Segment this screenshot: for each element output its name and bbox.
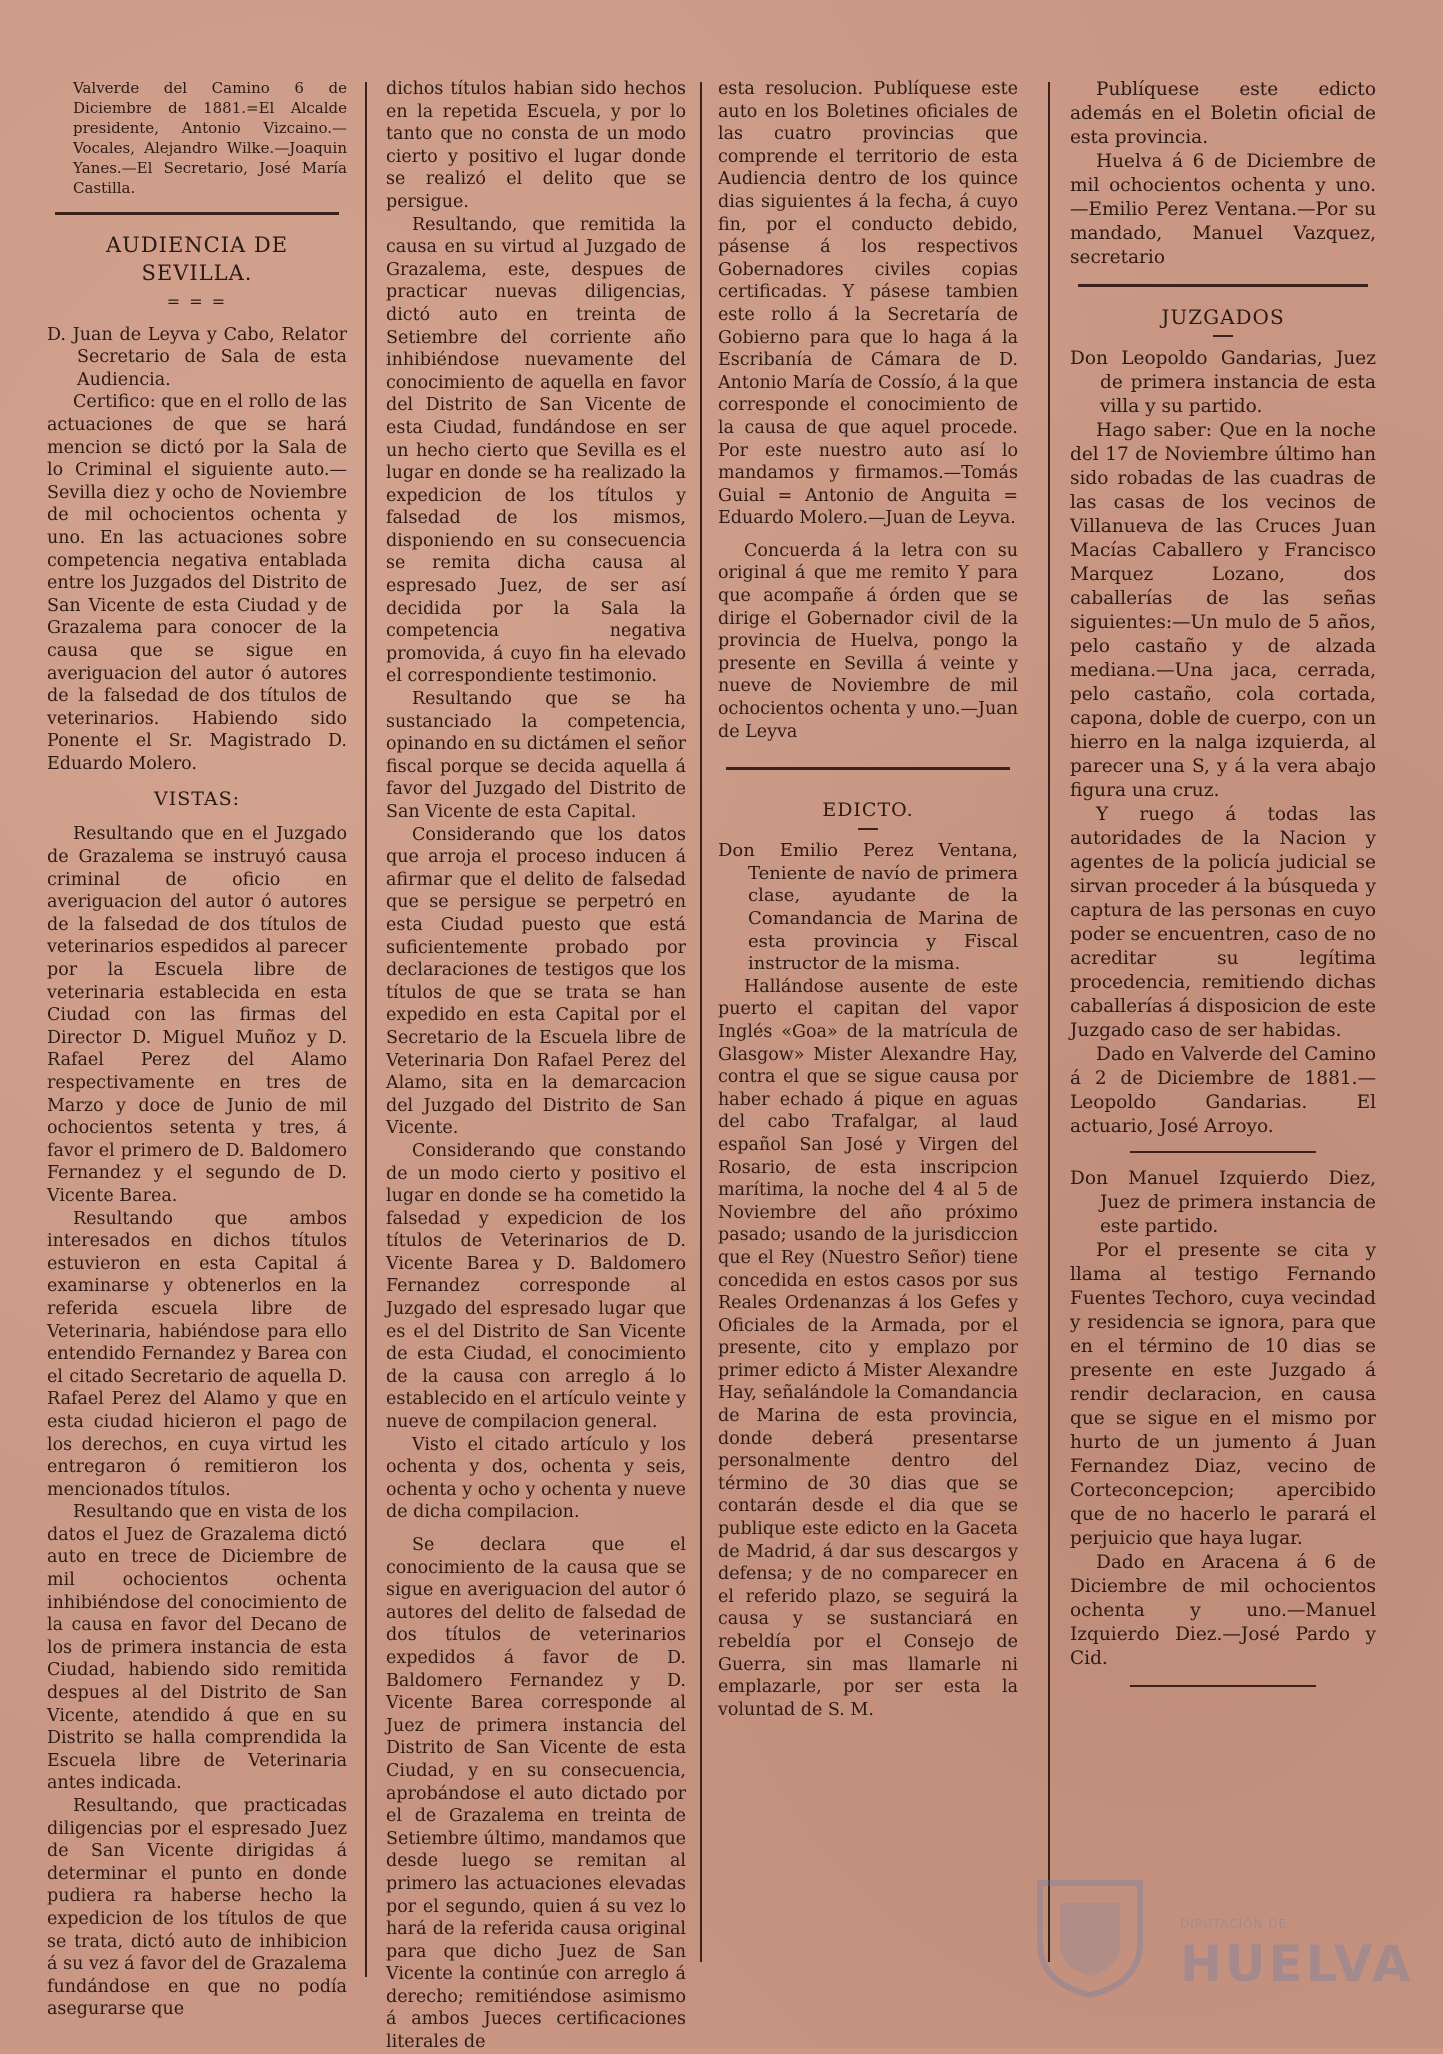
archive-watermark: [1030, 1865, 1414, 2005]
paragraph: Y ruego á todas las autoridades de la Nacion y agentes de la policía judicial se sirvan proceder á la búsqueda y captura de las personas en cuyo poder se encuentren, caso de no acreditar su legítima procedencia, remitiendo dichas caballerías á disposicion de este Juzgado caso de ser habidas.: [1070, 804, 1376, 1041]
paragraph: dichos títulos habian sido hechos en la repetida Escuela, y por lo tanto que no consta de un modo cierto y positivo el lugar donde se realizó el delito que se persigue.: [386, 79, 686, 212]
shield-crest-icon: [1030, 1873, 1150, 1998]
paragraph: Por el presente se cita y llama al testigo Fernando Fuentes Techoro, cuya vecindad y residencia se ignora, para que en el término de 10 dias se presente en este Juzgado á rendir declaracion, en causa que se sigue en el mismo por hurto de un jumento á Juan Fernandez Diaz, vecino de Corteconcepcion; apercibido que de no hacerlo le parará el perjuicio que haya lugar.: [1070, 1240, 1376, 1549]
paragraph: esta resolucion. Publíquese este auto en los Boletines oficiales de las cuatro provincias que comprende el territorio de esta Audiencia dentro de los quince dias siguientes á la fecha, á cuyo fin, por el conducto debido, pásense á los respectivos Gobernadores civiles copias certificadas. Y pásese tambien este rollo á la Secretaría de Gobierno para que lo haga á la Escribanía de Cámara de D. Antonio María de Cossío, á la que corresponde el conocimiento de la causa de que aquel procede. Por este nuestro auto así lo mandamos y firmamos.—Tomás Guial = Antonio de Anguita = Eduardo Molero.—Juan de Leyva.: [718, 79, 1018, 529]
section-divider: [55, 212, 339, 215]
column-2: [386, 78, 686, 2054]
paragraph: Considerando que constando de un modo cierto y positivo el lugar en donde se ha cometido la falsedad y expedicion de los títulos de Veterinarios de D. Vicente Barea y D. Baldomero Fernandez corresponde al Juzgado del espresado lugar que es el del Distrito de San Vicente de esta Ciudad, el conocimiento de la causa con arreglo á lo establecido en el artículo veinte y nueve de compilacion general.: [386, 1140, 686, 1433]
paragraph: Resultando que en vista de los datos el Juez de Grazalema dictó auto en trece de Diciembre de mil ochocientos ochenta inhibiéndose del conocimiento de la causa en favor del Decano de los de primera instancia de esta Ciudad, habiendo sido remitida despues al del Distrito de San Vicente, atendido á que en su Distrito se halla comprendida la Escuela libre de Veterinaria antes indicada.: [47, 1502, 347, 1794]
signature-block: Valverde del Camino 6 de Diciembre de 1881.=El Alcalde presidente, Antonio Vizcaino.—Vocales, Alejandro Wilke.—Joaquin Yanes.—El Secretario, José María Castilla.: [73, 79, 347, 197]
paragraph: Dado en Aracena á 6 de Diciembre de mil ochocientos ochenta y uno.—Manuel Izquierdo Diez.—José Pardo y Cid.: [1070, 1552, 1376, 1669]
section-heading: AUDIENCIA DE SEVILLA.: [105, 233, 289, 285]
paragraph: Se declara que el conocimiento de la causa que se sigue en averiguacion del autor ó autores del delito de falsedad de dos títulos de veterinarios expedidos á favor de D. Baldomero Fernandez y D. Vicente Barea corresponde al Juez de primera instancia del Distrito de San Vicente de esta Ciudad, y en su consecuencia, aprobándose el auto dictado por el de Grazalema en treinta de Setiembre último, mandamos que desde luego se remitan al primero las actuaciones elevadas por el segundo, quien á su vez lo hará de la referida causa original para que dicho Juez de San Vicente la continúe con arreglo á derecho; remitiéndose asimismo á ambos Jueces certificaciones literales de: [386, 1535, 686, 2053]
column-rule: [700, 82, 702, 1962]
column-rule: [1048, 82, 1050, 1962]
paragraph: Visto el citado artículo y los ochenta y dos, ochenta y seis, ochenta y ocho y ochenta y nueve de dicha compilacion.: [386, 1434, 686, 1523]
paragraph: Resultando que ambos interesados en dichos títulos estuvieron en esta Capital á examinarse y obtenerlos en la referida escuela libre de Veterinaria, habiéndose para ello entendido Fernandez y Barea con el citado Secretario de aquella D. Rafael Perez del Alamo y que en esta ciudad hicieron el pago de los derechos, en cuya virtud les entregaron ó remitieron los mencionados títulos.: [47, 1208, 347, 1500]
paragraph: Huelva á 6 de Diciembre de mil ochocientos ochenta y uno.—Emilio Perez Ventana.—Por su mandado, Manuel Vazquez, secretario: [1070, 151, 1376, 268]
paragraph: Dado en Valverde del Camino á 2 de Diciembre de 1881.—Leopoldo Gandarias. El actuario, José Arroyo.: [1070, 1044, 1376, 1137]
official-intro: Don Emilio Perez Ventana, Teniente de navío de primera clase, ayudante de la Comandancia de Marina de esta provincia y Fiscal instructor de la misma.: [718, 840, 1018, 975]
paragraph: Considerando que los datos que arroja el proceso inducen á afirmar que el delito de falsedad que se persigue se perpetró en esta Ciudad puesto que está suficientemente probado por declaraciones de testigos que los títulos de que se trata se han expedido en esta Capital por el Secretario de la Escuela libre de Veterinaria Don Rafael Perez del Alamo, sita en la demarcacion del Juzgado del Distrito de San Vicente.: [386, 824, 686, 1139]
column-3: [718, 78, 1018, 1721]
paragraph: Certifico: que en el rollo de las actuaciones de que se hará mencion se dictó por la Sala de lo Criminal el siguiente auto.—Sevilla diez y ocho de Noviembre de mil ochocientos ochenta y uno. En las actuaciones sobre competencia negativa entablada entre los Juzgados del Distrito de San Vicente de esta Ciudad y de Grazalema para conocer de la causa que se sigue en averiguacion del autor ó autores de la falsedad de dos títulos de veterinarios. Habiendo sido Ponente el Sr. Magistrado D. Eduardo Molero.: [47, 392, 347, 774]
section-divider: [1130, 1685, 1316, 1687]
official-intro: Don Manuel Izquierdo Diez, Juez de primera instancia de este partido.: [1070, 1168, 1376, 1237]
heading-dash: [858, 828, 878, 830]
official-intro: D. Juan de Leyva y Cabo, Relator Secretario de Sala de esta Audiencia.: [47, 324, 347, 390]
paragraph: Resultando que en el Juzgado de Grazalema se instruyó causa criminal de oficio en averiguacion del autor ó autores de la falsedad de dos títulos de veterinarios espedidos al parecer por la Escuela libre de veterinaria establecida en esta Ciudad con las firmas del Director D. Miguel Muñoz y D. Rafael Perez del Alamo respectivamente en tres de Marzo y doce de Junio de mil ochocientos setenta y tres, á favor el primero de D. Baldomero Fernandez y el segundo de D. Vicente Barea.: [47, 824, 347, 1206]
subheading: VISTAS:: [153, 788, 240, 811]
paragraph: Resultando, que remitida la causa en su virtud al Juzgado de Grazalema, este, despues de practicar nuevas diligencias, dictó auto en treinta de Setiembre del corriente año inhibiéndose nuevamente del conocimiento de aquella en favor del Distrito de San Vicente de esta Ciudad, fundándose en ser un hecho cierto que Sevilla es el lugar en donde se ha realizado la expedicion de los títulos y falsedad de los mismos, disponiendo en su consecuencia se remita dicha causa al espresado Juez, de ser así decidida por la Sala la competencia negativa promovida, á cuyo fin ha elevado el correspondiente testimonio.: [386, 214, 686, 687]
paragraph: Hago saber: Que en la noche del 17 de Noviembre último han sido robadas de las cuadras de las casas de los vecinos de Villanueva de las Cruces Juan Macías Caballero y Francisco Marquez Lozano, dos caballerías de las señas siguientes:—Un mulo de 5 años, pelo castaño y de alzada mediana.—Una jaca, cerrada, pelo castaño, cola cortada, capona, doble de cuerpo, con un hierro en la nalga izquierda, al parecer una S, y á la vera abajo figura una cruz.: [1070, 420, 1376, 801]
paragraph: Hallándose ausente de este puerto el capitan del vapor Inglés «Goa» de la matrícula de Glasgow» Mister Alexandre Hay, contra el que se sigue causa por haber echado á pique en aguas del cabo Trafalgar, al laud español San José y Virgen del Rosario, de esta inscripcion marítima, la noche del 4 al 5 de Noviembre del año próximo pasado; usando de la jurisdiccion que el Rey (Nuestro Señor) tiene concedida en estos casos por sus Reales Ordenanzas á los Gefes y Oficiales de la Armada, por el presente, cito y emplazo por primer edicto á Mister Alexandre Hay, señalándole la Comandancia de Marina de esta provincia, donde deberá presentarse personalmente dentro del término de 30 dias que se contarán desde el dia que se publique este edicto en la Gaceta de Madrid, á dar sus descargos y defensa; y de no comparecer en el referido plazo, se seguirá la causa y se sustanciará en rebeldía por el Consejo de Guerra, sin mas llamarle ni emplazarle, por ser esta la voluntad de S. M.: [718, 976, 1018, 1720]
watermark-title: HUELVA: [1180, 1935, 1414, 1993]
section-divider: [1078, 284, 1368, 287]
section-divider: [726, 767, 1010, 770]
paragraph: Resultando que se ha sustanciado la competencia, opinando en su dictámen el señor fiscal porque se decida aquella á favor del Juzgado del Distrito de San Vicente de esta Capital.: [386, 689, 686, 822]
watermark-subtitle: DIPUTACIÓN DE: [1180, 1917, 1288, 1931]
paragraph: Resultando, que practicadas diligencias por el espresado Juez de San Vicente dirigidas á determinar el punto en donde pudiera ra haberse hecho la expedicion de los títulos de que se trata, dictó auto de inhibicion á su vez á favor del de Grazalema fundándose en que no podía asegurarse que: [47, 1796, 347, 2020]
section-heading: JUZGADOS: [1161, 305, 1285, 329]
heading-ornament: = = =: [166, 292, 228, 311]
column-1: [47, 78, 347, 2021]
heading-dash: [1213, 335, 1233, 337]
paragraph: Publíquese este edicto además en el Boletin oficial de esta provincia.: [1070, 79, 1376, 148]
column-4: [1070, 78, 1376, 1701]
column-rule: [365, 82, 367, 1977]
paragraph: Concuerda á la letra con su original á que me remito Y para que acompañe á órden que se dirige el Gobernador civil de la provincia de Huelva, pongo la presente en Sevilla á veinte y nueve de Noviembre de mil ochocientos ochenta y uno.—Juan de Leyva: [718, 540, 1018, 742]
section-heading: EDICTO.: [822, 799, 914, 822]
official-intro: Don Leopoldo Gandarias, Juez de primera instancia de esta villa y su partido.: [1070, 348, 1376, 417]
section-divider: [1130, 1151, 1316, 1153]
